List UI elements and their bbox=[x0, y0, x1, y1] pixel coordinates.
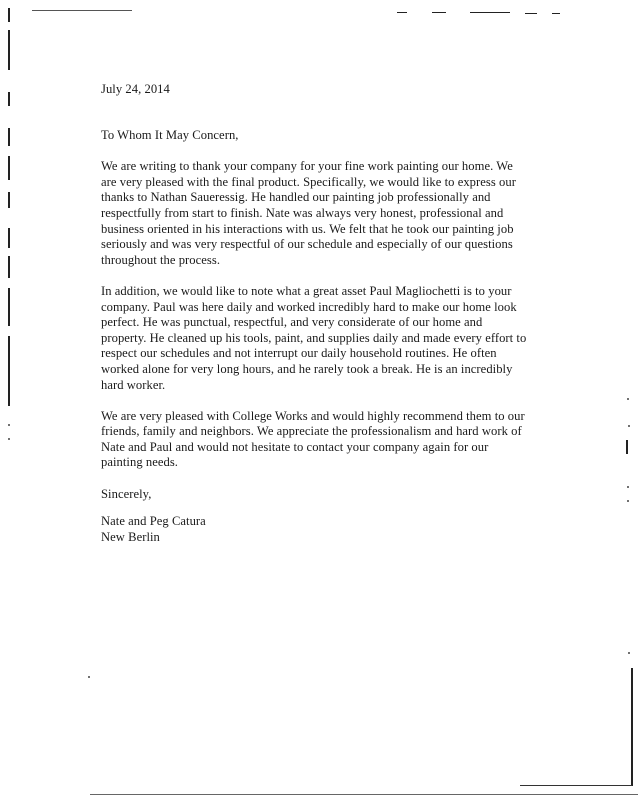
letter-body bbox=[101, 82, 541, 545]
scan-artifact-dot bbox=[627, 398, 629, 400]
scan-artifact-dot bbox=[627, 500, 629, 502]
scan-artifact-line bbox=[552, 13, 560, 14]
letter-signature: Nate and Peg Catura New Berlin bbox=[101, 514, 206, 544]
scan-artifact-line bbox=[32, 10, 132, 11]
scan-artifact-dot bbox=[8, 438, 10, 440]
scan-artifact-edge-mark bbox=[8, 336, 10, 406]
letter-salutation: To Whom It May Concern, bbox=[101, 127, 239, 142]
scan-artifact-dot bbox=[88, 676, 90, 678]
scan-artifact-edge-mark bbox=[631, 668, 633, 786]
scan-artifact-dot bbox=[628, 425, 630, 427]
scan-artifact-edge-mark bbox=[8, 128, 10, 146]
scan-artifact-edge-mark bbox=[8, 30, 10, 70]
scan-artifact-line bbox=[90, 794, 638, 795]
scan-artifact-line bbox=[520, 785, 632, 786]
letter-date: July 24, 2014 bbox=[101, 82, 170, 96]
scan-artifact-line bbox=[397, 12, 407, 13]
scan-artifact-edge-mark bbox=[8, 92, 10, 106]
scan-artifact-edge-mark bbox=[8, 228, 10, 248]
scan-artifact-line bbox=[470, 12, 510, 13]
scan-artifact-edge-mark bbox=[8, 192, 10, 208]
scan-artifact-edge-mark bbox=[8, 256, 10, 278]
letter-paragraph: We are very pleased with College Works and would highly recommend them to our friends, family and neighbors. We appreciate the professionalism and hard work of Nate and Paul and would not hesitate to contact your company again for our painting needs. bbox=[101, 408, 525, 470]
scan-artifact-edge-mark bbox=[8, 156, 10, 180]
scan-artifact-line bbox=[432, 12, 446, 13]
scan-artifact-line bbox=[525, 13, 537, 14]
scan-artifact-edge-mark bbox=[626, 440, 628, 454]
scan-artifact-dot bbox=[8, 424, 10, 426]
letter-paragraph: In addition, we would like to note what a great asset Paul Magliochetti is to your company. Paul was here daily and worked incredibly hard to make our home look perfect. He was punctual, respectful, and very considerate of our home and property. He cleaned up his tools, paint, and supplies daily and made every effort to respect our schedules and not interrupt our daily household routines. He often worked alone for very long hours, and he rarely took a break. He is an incredibly hard worker. bbox=[101, 283, 527, 392]
scan-artifact-edge-mark bbox=[8, 288, 10, 326]
letter-paragraph: We are writing to thank your company for your fine work painting our home. We are very pleased with the final product. Specifically, we would like to express our thanks to Nathan Saueressig. He handled our painting job professionally and respectfully from start to finish. Nate was always very honest, professional and business oriented in his interactions with us. We felt that he took our painting job seriously and was very respectful of our schedule and especially of our questions throughout the process. bbox=[101, 159, 516, 267]
scan-artifact-edge-mark bbox=[8, 8, 10, 22]
scan-artifact-dot bbox=[627, 486, 629, 488]
scan-artifact-dot bbox=[628, 652, 630, 654]
letter-closing: Sincerely, bbox=[101, 486, 152, 501]
